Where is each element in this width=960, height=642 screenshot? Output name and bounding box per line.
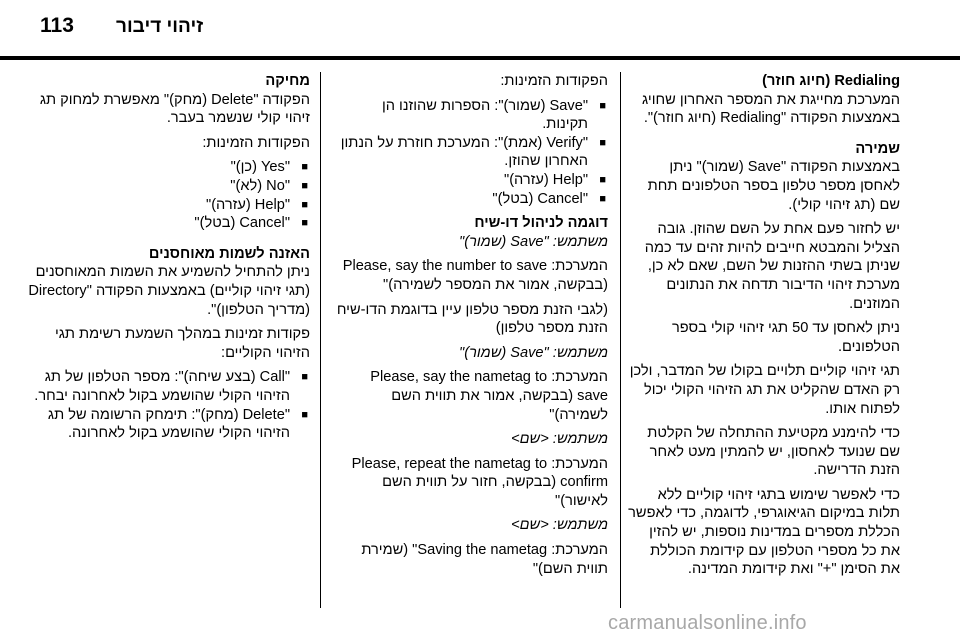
save-paragraph: כדי לאפשר שימוש בתגי זיהוי קוליים ללא תלות במיקום הגיאוגרפי, לדוגמה, כדי לאפשר הכללת מספרים במדינות נוספות, יש להזין את כל מספרי הטלפון עם קידומת הכוללת את הסימן "+" ואת קידומת המדינה.	[628, 486, 900, 578]
save-paragraph: ניתן לאחסן עד 50 תגי זיהוי קולי בספר הטלפונים.	[672, 320, 900, 355]
command-item: ■ "Help (עזרה)"	[28, 196, 310, 215]
middle-column	[336, 72, 608, 584]
command-item: ■ "Yes (כן)"	[28, 158, 310, 177]
save-paragraph: באמצעות הפקודה "Save (שמור)" ניתן לאחסן מספר טלפון בספר הטלפונים תחת שם (תג זיהוי קולי).	[647, 159, 900, 213]
left-column	[28, 72, 310, 449]
command-item: ■ "Cancel (בטל)"	[28, 214, 310, 233]
page-number: 113	[40, 14, 74, 37]
command-list	[28, 158, 310, 232]
dialog-line: משתמש: <שם>	[511, 431, 608, 448]
column-divider-left	[320, 72, 321, 608]
dialog-line: המערכת: Saving the nametag" (שמירת תווית השם)"	[361, 542, 608, 577]
footer-watermark: carmanualsonline.info	[608, 612, 807, 634]
save-paragraph: כדי להימנע מקטיעת ההתחלה של הקלטת שם שנועד לאחסון, יש להמתין מעט לאחר הזנת הדרישה.	[647, 425, 900, 479]
listen-heading: האזנה לשמות מאוחסנים	[148, 245, 310, 262]
right-column	[628, 72, 900, 585]
dialog-line: המערכת: Please, repeat the nametag to confirm (בבקשה, חזור על תווית השם לאישור)"	[351, 455, 608, 509]
commands-intro: הפקודות הזמינות:	[202, 134, 310, 151]
dialog-line: משתמש: "Save (שמור)"	[459, 344, 608, 361]
command-item: ■ "Call (בצע שיחה)": מספר הטלפון של תג הזיהוי הקולי שהושמע בקול לאחרונה יבחר.	[28, 368, 310, 405]
listen-text: ניתן להתחיל להשמיע את השמות המאוחסנים (תגי זיהוי קוליים) באמצעות הפקודה "Directory (מדריך הטלפון)".	[28, 264, 310, 318]
command-item: ■ "Verify (אמת)": המערכת חוזרת על הנתון האחרון שהוזן.	[336, 134, 608, 171]
example-heading: דוגמה לניהול דו-שיח	[474, 215, 608, 232]
delete-heading: מחיקה	[265, 73, 310, 89]
header-rule	[0, 56, 960, 60]
save-paragraph: יש לחזור פעם אחת על השם שהוזן. גובה הצליל והמבטא חייבים להיות זהים עד כמה שניתן בשתי ההזנות של השם, שאם לא כן, מערכת זיהוי הדיבור תדחה את הנתונים המוזנים.	[644, 221, 900, 312]
page-header	[0, 0, 960, 50]
dialog-line: המערכת: Please, say the number to save (בבקשה, אמור את המספר לשמירה)"	[342, 258, 608, 293]
dialog-line: המערכת: Please, say the nametag to save (בבקשה, אמור את תווית השם לשמירה)"	[370, 369, 608, 423]
column-divider-right	[620, 72, 621, 608]
playback-text: פקודות זמינות במהלך השמעת רשימת תגי הזיהוי הקוליים:	[54, 326, 310, 361]
save-paragraph: תגי זיהוי קוליים תלויים בקולו של המדבר, ולכן רק האדם שהקליט את תג הזיהוי הקולי יכול לפתוח אותו.	[629, 363, 900, 417]
redial-heading: Redialing (חיוג חוזר)	[762, 73, 900, 89]
playback-command-list	[28, 368, 310, 442]
dialog-line: משתמש: <שם>	[511, 517, 608, 534]
delete-text: הפקודה "Delete (מחק)" מאפשרת למחוק תג זיהוי קולי שנשמר בעבר.	[39, 91, 310, 127]
redial-text: המערכת מחייגת את המספר האחרון שחויג באמצעות הפקודה "Redialing (חיוג חוזר)".	[642, 91, 900, 127]
command-item: ■ "Save (שמור)": הספרות שהוזנו הן תקינות.	[336, 97, 608, 134]
command-item: ■ "Delete (מחק)": תימחק הרשומה של תג הזיהוי הקולי שהושמע בקול לאחרונה.	[28, 406, 310, 443]
command-item: ■ "Help (עזרה)"	[336, 171, 608, 190]
save-heading: שמירה	[855, 140, 900, 157]
commands-intro: הפקודות הזמינות:	[500, 73, 608, 89]
dialog-note: (לגבי הזנת מספר טלפון עיין בדוגמת הדו-שיח הזנת מספר טלפון)	[336, 301, 608, 337]
dialog-line: משתמש: "Save (שמור)"	[459, 233, 608, 250]
command-item: ■ "No (לא)"	[28, 177, 310, 196]
command-item: ■ "Cancel (בטל)"	[336, 190, 608, 209]
command-list	[336, 97, 608, 209]
page-title: זיהוי דיבור	[116, 16, 204, 37]
